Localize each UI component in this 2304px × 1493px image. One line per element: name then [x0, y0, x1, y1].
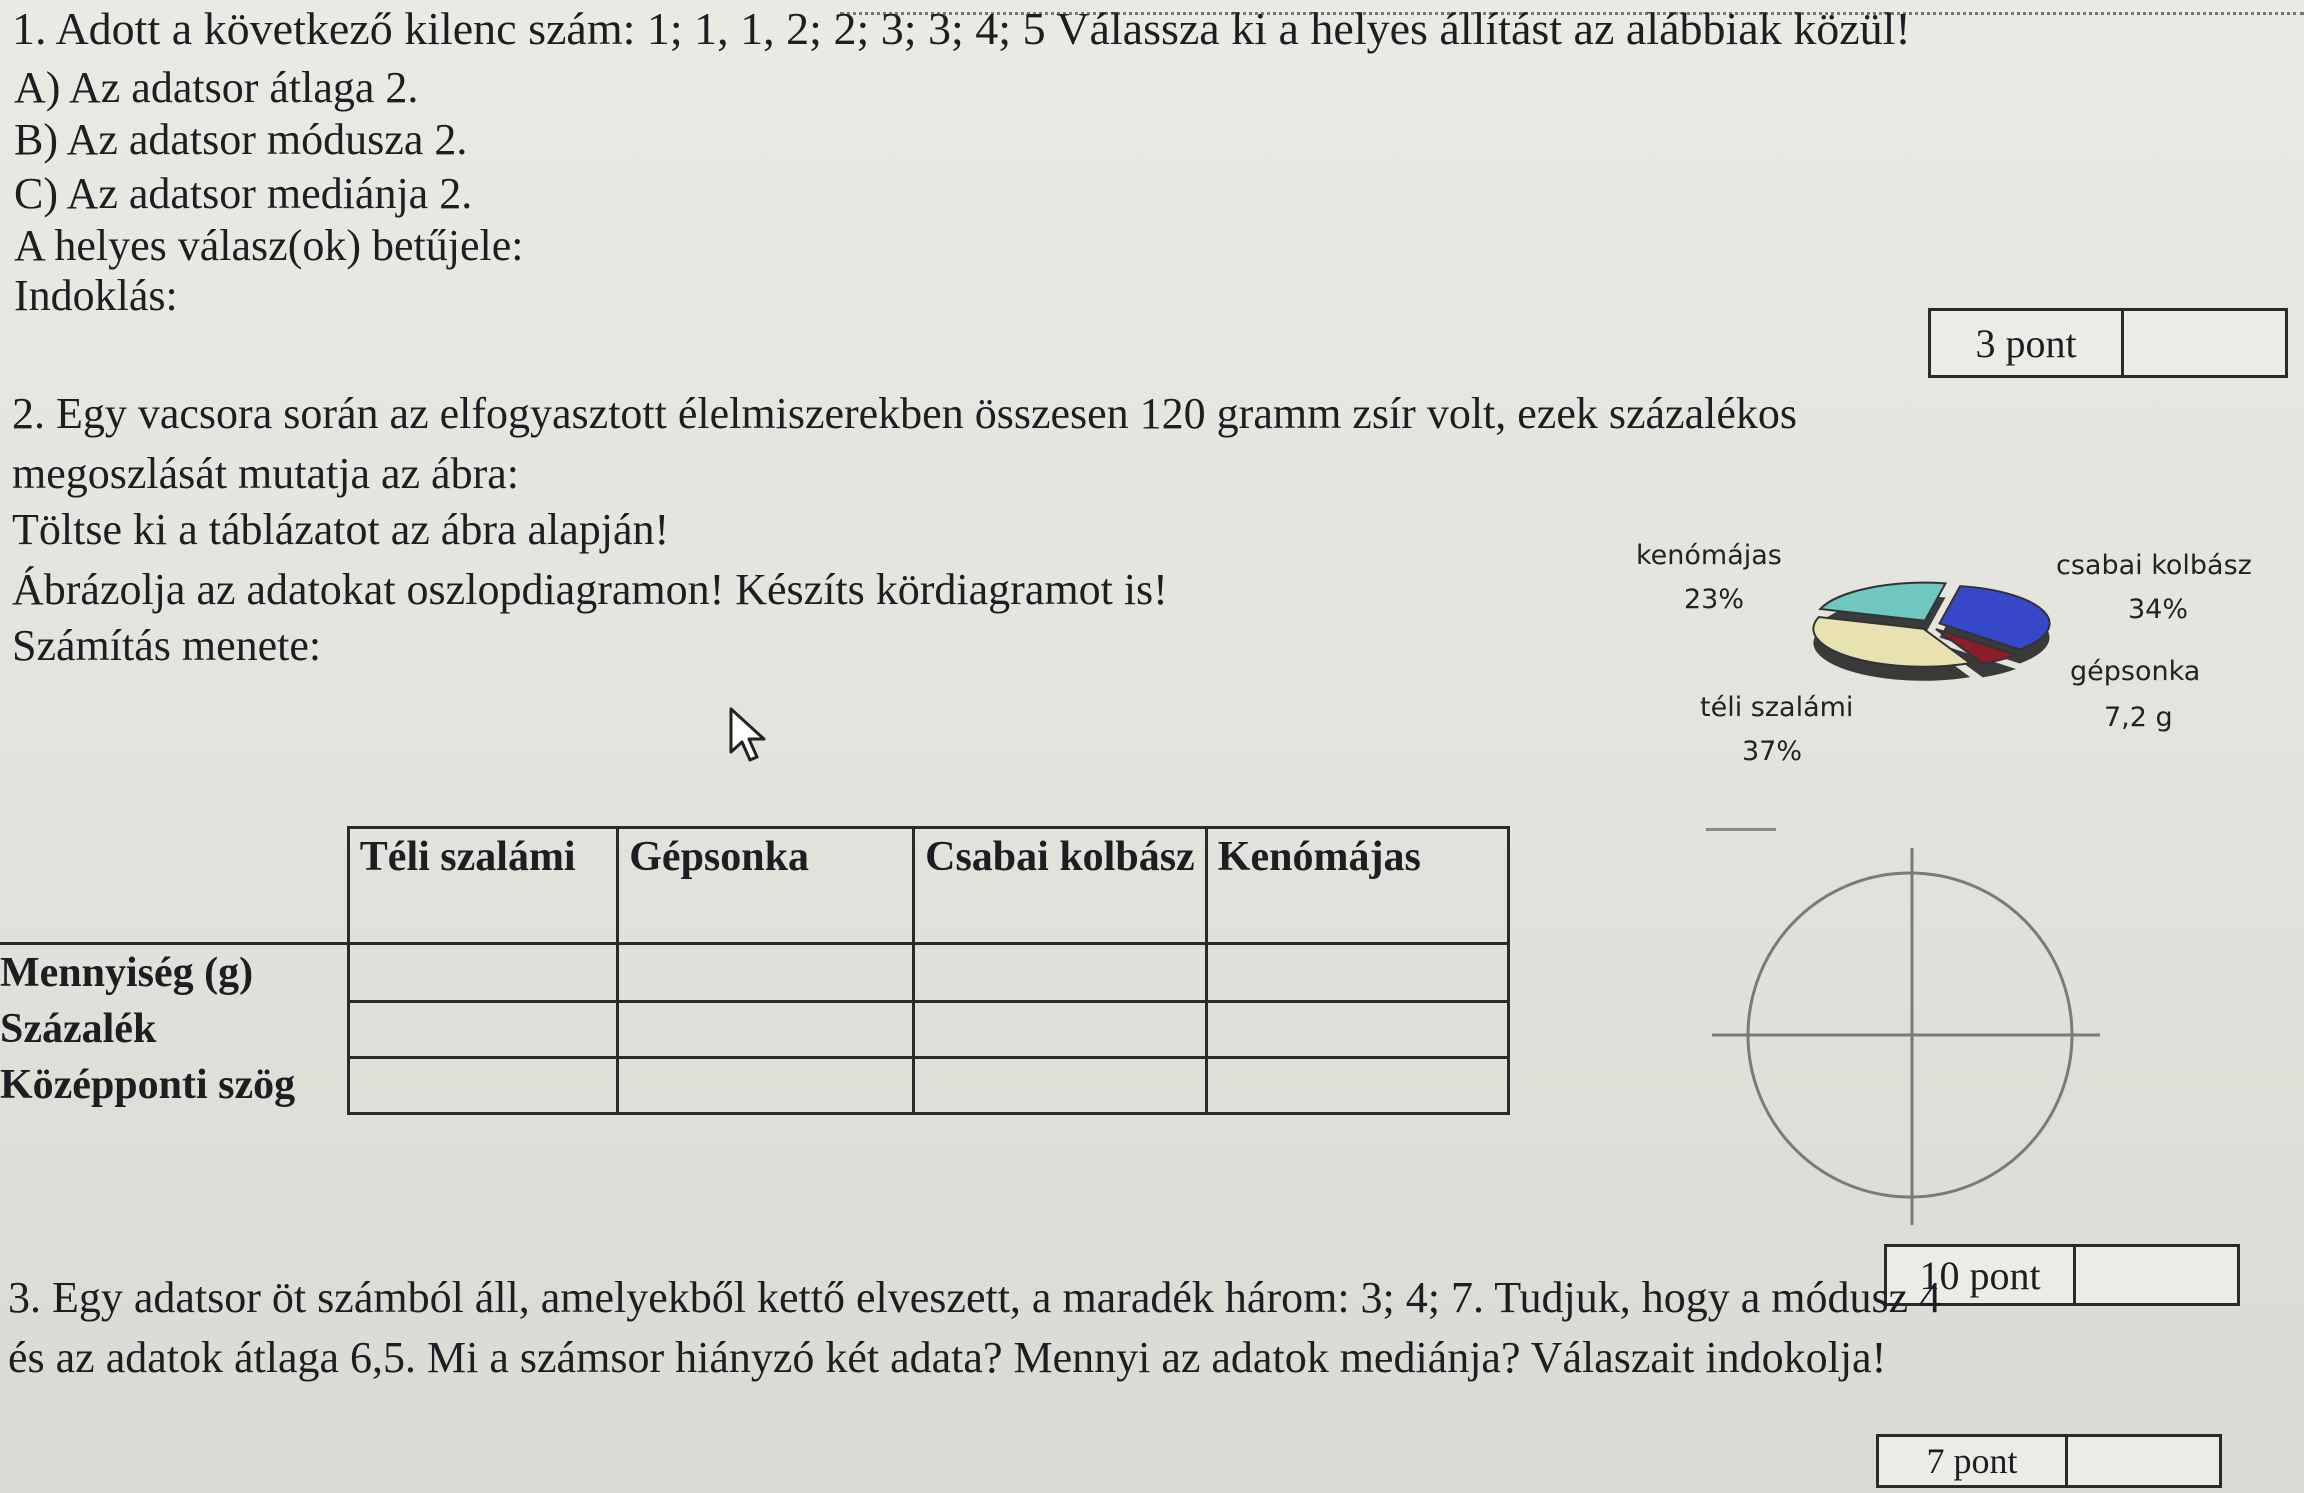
blank-pie-circle — [1700, 830, 2120, 1250]
q2-prompt-line4: Ábrázolja az adatokat oszlopdiagramon! Készíts kördiagramot is! — [12, 565, 1168, 614]
q1-option-c: C) Az adatsor mediánja 2. — [14, 169, 473, 218]
fat-distribution-pie-chart — [1800, 570, 2060, 700]
q2-prompt-line1: 2. Egy vacsora során az elfogyasztott élelmiszerekben összesen 120 gramm zsír volt, ezek százalékos — [12, 389, 1797, 438]
pie-label-teli: téli szalámi — [1700, 692, 1854, 723]
q3-prompt-line2: és az adatok átlaga 6,5. Mi a számsor hiányzó két adata? Mennyi az adatok mediánja? Válaszait indokolja! — [8, 1333, 1887, 1382]
pie-value-csabai: 34% — [2128, 594, 2189, 625]
q1-reason-label: Indoklás: — [14, 271, 178, 320]
q3-points: 7 pont — [1879, 1437, 2068, 1485]
q2-prompt-line5: Számítás menete: — [12, 621, 322, 670]
q1-option-a: A) Az adatsor átlaga 2. — [14, 63, 419, 112]
short-dash — [1706, 828, 1776, 831]
q3-score-field — [2068, 1437, 2219, 1485]
pie-value-gepsonka: 7,2 g — [2104, 702, 2173, 733]
cell-csabai-szog[interactable] — [914, 1057, 1207, 1113]
table-row — [0, 1001, 1509, 1057]
pie-label-csabai: csabai kolbász — [2056, 550, 2252, 581]
header-gepsonka: Gépsonka — [618, 828, 914, 944]
table-row — [0, 944, 1509, 1002]
q2-data-table — [0, 826, 1510, 1115]
q1-score-field — [2124, 311, 2285, 375]
header-teli-szalami: Téli szalámi — [348, 828, 617, 944]
q3-prompt-line1: 3. Egy adatsor öt számból áll, amelyekből kettő elveszett, a maradék három: 3; 4; 7. Tudjuk, hogy a módusz 4 — [8, 1273, 1942, 1322]
cell-kenomajas-mennyiseg[interactable] — [1206, 944, 1508, 1002]
q2-prompt-line2: megoszlását mutatja az ábra: — [12, 449, 519, 498]
q2-score-field — [2076, 1247, 2237, 1303]
q1-score-box — [1928, 308, 2288, 378]
pie-value-kenomajas: 23% — [1684, 584, 1745, 615]
pie-value-teli: 37% — [1742, 736, 1803, 767]
cell-kenomajas-szog[interactable] — [1206, 1057, 1508, 1113]
cell-gepsonka-szazalek[interactable] — [618, 1001, 914, 1057]
pie-label-gepsonka: gépsonka — [2070, 656, 2201, 687]
cell-teli-szazalek[interactable] — [348, 1001, 617, 1057]
pie-slices — [1813, 583, 2049, 681]
cell-teli-szog[interactable] — [348, 1057, 617, 1113]
table-header-row — [0, 828, 1509, 944]
row-label-kozepponti-szog: Középponti szög — [0, 1057, 348, 1113]
row-label-mennyiseg: Mennyiség (g) — [0, 944, 348, 1002]
cell-gepsonka-mennyiseg[interactable] — [618, 944, 914, 1002]
row-label-szazalek: Százalék — [0, 1001, 348, 1057]
cell-csabai-mennyiseg[interactable] — [914, 944, 1207, 1002]
q1-points: 3 pont — [1931, 311, 2124, 375]
q2-prompt-line3: Töltse ki a táblázatot az ábra alapján! — [12, 505, 670, 554]
table-row — [0, 1057, 1509, 1113]
table-corner-cell — [0, 828, 348, 944]
cell-csabai-szazalek[interactable] — [914, 1001, 1207, 1057]
cell-kenomajas-szazalek[interactable] — [1206, 1001, 1508, 1057]
pie-label-kenomajas: kenómájas — [1636, 540, 1782, 571]
header-csabai-kolbasz: Csabai kolbász — [914, 828, 1207, 944]
q1-answer-label: A helyes válasz(ok) betűjele: — [14, 221, 524, 270]
mouse-cursor-icon — [728, 706, 774, 766]
cell-teli-mennyiseg[interactable] — [348, 944, 617, 1002]
q2-points: 10 pont — [1887, 1247, 2076, 1303]
cell-gepsonka-szog[interactable] — [618, 1057, 914, 1113]
q1-prompt: 1. Adott a következő kilenc szám: 1; 1, 1, 2; 2; 3; 3; 4; 5 Válassza ki a helyes állítást az alábbiak közül! — [12, 3, 1911, 54]
q3-score-box — [1876, 1434, 2222, 1488]
header-kenomajas: Kenómájas — [1206, 828, 1508, 944]
q1-option-b: B) Az adatsor módusza 2. — [14, 115, 468, 164]
